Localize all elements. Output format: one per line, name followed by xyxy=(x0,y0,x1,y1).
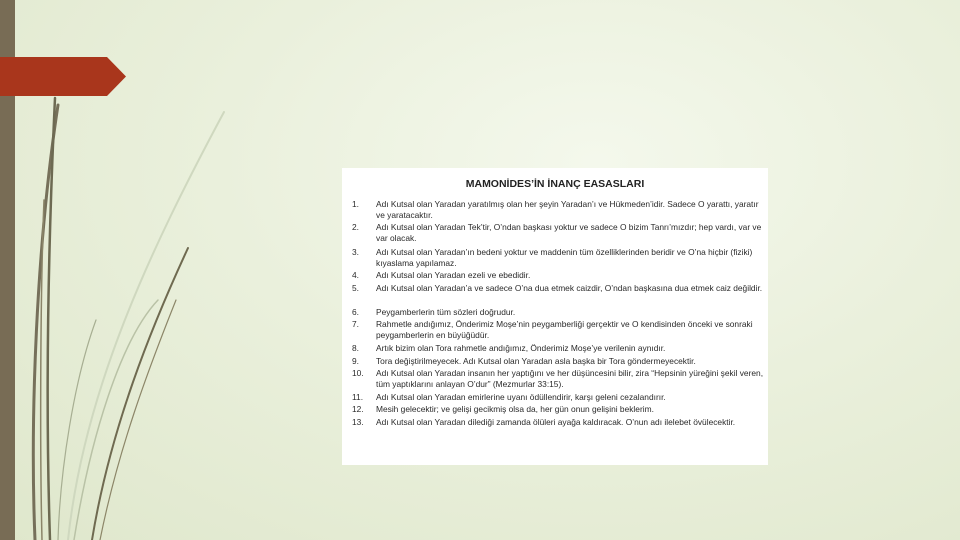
item-text: Adı Kutsal olan Yaradan’a ve sadece O’na dua etmek caizdir, O’ndan başkasına dua etmek caiz değildir. xyxy=(376,283,763,293)
grass-stroke xyxy=(41,200,44,540)
item-text: Tora değiştirilmeyecek. Adı Kutsal olan Yaradan asla başka bir Tora göndermeyecektir. xyxy=(376,356,696,366)
item-number: 9. xyxy=(352,356,359,366)
grass-stroke xyxy=(58,320,96,540)
item-number: 13. xyxy=(352,417,364,427)
item-text: Rahmetle andığımız, Önderimiz Moşe’nin peygamberliği gerçektir ve O kendisinden önceki ve sonraki peygamberlerin en büyüğüdür. xyxy=(376,319,753,340)
grass-stroke xyxy=(33,105,58,540)
item-number: 6. xyxy=(352,307,359,317)
item-text: Adı Kutsal olan Yaradan ezeli ve ebedidir. xyxy=(376,270,531,280)
item-number: 10. xyxy=(352,368,364,378)
item-number: 8. xyxy=(352,343,359,353)
document-image xyxy=(342,168,768,465)
document-title: MAMONİDES’İN İNANÇ EASASLARI xyxy=(465,178,645,190)
item-text: Artık bizim olan Tora rahmetle andığımız, Önderimiz Moşe’ye verilenin aynıdır. xyxy=(376,343,666,353)
item-number: 2. xyxy=(352,222,359,232)
item-text: Adı Kutsal olan Yaradan insanın her yaptığını ve her düşüncesini bilir, zira “Hepsinin yüreğini şekil veren, tüm yaptıklarını anlayan O’dur” (Mezmurlar 33:15). xyxy=(376,368,764,389)
red-arrow-tab xyxy=(0,57,126,96)
item-text: Adı Kutsal olan Yaradan yaratılmış olan her şeyin Yaradan’ı ve Hükmeden’idir. Sadece O yarattı, yaratır ve yaratacaktır. xyxy=(376,199,759,220)
grass-stroke xyxy=(92,248,188,540)
item-number: 5. xyxy=(352,283,359,293)
item-text: Peygamberlerin tüm sözleri doğrudur. xyxy=(376,307,516,317)
item-number: 1. xyxy=(352,199,359,209)
item-text: Adı Kutsal olan Yaradan Tek’tir, O’ndan başkası yoktur ve sadece O bizim Tanrı’mızdır; hep vardı, var ve var olacak. xyxy=(376,222,762,243)
item-number: 11. xyxy=(352,392,364,402)
item-text: Adı Kutsal olan Yaradan emirlerine uyanı ödüllendirir, karşı geleni cezalandırır. xyxy=(376,392,666,402)
item-number: 7. xyxy=(352,319,359,329)
item-text: Adı Kutsal olan Yaradan dilediği zamanda ölüleri ayağa kaldıracak. O’nun adı ilelebet övülecektir. xyxy=(376,417,736,427)
grass-stroke xyxy=(100,300,176,540)
grass-stroke xyxy=(48,98,55,540)
item-number: 4. xyxy=(352,270,359,280)
item-text: Adı Kutsal olan Yaradan’ın bedeni yoktur ve maddenin tüm özelliklerinden beridir ve O’na hiçbir (fiziki) kıyaslama yapılamaz. xyxy=(376,247,753,268)
item-text: Mesih gelecektir; ve gelişi gecikmiş olsa da, her gün onun gelişini beklerim. xyxy=(376,404,654,414)
grass-stroke xyxy=(68,112,224,540)
item-number: 12. xyxy=(352,404,364,414)
grass-stroke xyxy=(74,300,158,540)
item-number: 3. xyxy=(352,247,359,257)
